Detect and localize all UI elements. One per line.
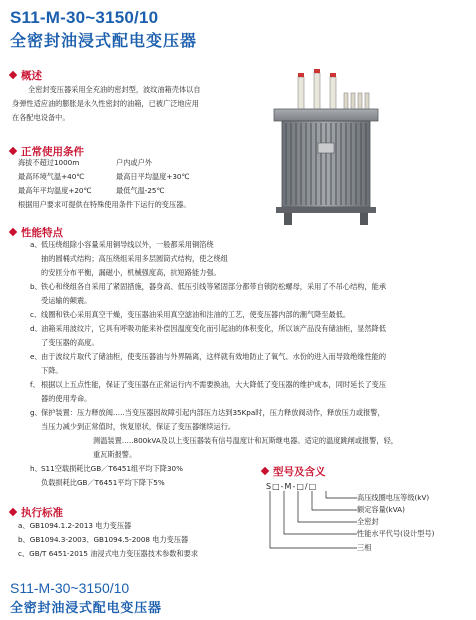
standard-item: c、GB/T 6451-2015 油浸式电力变压器技术参数和要求 <box>18 549 199 558</box>
model-diagram-lines <box>262 490 362 568</box>
list-item: f、 根据以上五点性能，保证了变压器在正常运行内不需要换油，大大降低了变压器的维护成本，同时延长了变压 器的使用寿命。 <box>30 380 387 403</box>
overview-heading: 概述 <box>10 68 42 83</box>
overview-text: 全密封变压器采用全充油的密封型，波纹油箱壳体以自 身弹性适应油的膨胀是永久性密封的油箱，已被广泛地应用 在各配电设备中。 <box>12 85 201 122</box>
model-code: S□-M-□/□ <box>266 482 318 491</box>
list-item: d、 油箱采用波纹片，它具有呼吸功能来补偿因温度变化而引起油的体积变化，所以该产品没有储油柜，显然降低 了变压器的高度。 <box>30 324 387 347</box>
condition-row: 最低气温-25℃ <box>116 186 165 195</box>
footer-subtitle: 全密封油浸式配电变压器 <box>10 601 162 616</box>
list-item: e、 由于波纹片取代了储油柜，使变压器油与外界隔离，这样就有效地防止了氧气、水份的进入而导致绝缘性能的 下降。 <box>30 352 387 375</box>
diamond-bullet-icon <box>9 71 17 79</box>
model-meaning: 额定容量(kVA) <box>357 505 405 514</box>
model-meaning: 三相 <box>357 543 372 552</box>
conditions-note: 根据用户要求可提供在特殊使用条件下运行的变压器。 <box>18 200 191 209</box>
page-subtitle: 全密封油浸式配电变压器 <box>10 31 198 50</box>
standard-item: a、GB1094.1.2-2013 电力变压器 <box>18 521 132 530</box>
diamond-bullet-icon <box>9 508 17 516</box>
standard-item: b、GB1094.3-2003、GB1094.5-2008 电力变压器 <box>18 535 189 544</box>
diamond-bullet-icon <box>9 228 17 236</box>
model-meaning: 性能水平代号(设计型号) <box>357 529 435 538</box>
list-item: c、 线圈和铁心采用真空干燥，变压器油采用真空滤油和注油的工艺，使变压器内部的潮气降至最低。 <box>30 310 351 319</box>
model-meaning: 全密封 <box>357 517 379 526</box>
standards-heading: 执行标准 <box>10 505 63 520</box>
list-item: h、 S11空载损耗比GB／T6451组平均下降30% 负载损耗比GB／T6451平均下降下5% <box>30 464 183 487</box>
condition-row: 海拔不超过1000m <box>18 158 80 167</box>
page-title: S11-M-30~3150/10 <box>10 8 159 27</box>
list-item: g、 保护装置：压力释放阀…..当变压器因故障引起内部压力达到35Kpa时，压力释放阀动作，释放压力或报警， 当压力减少到正常值时，恢复原状，保证了变压器继续运行。 测温装置…..800kVA及以上变压器装有信号温度计和瓦斯继电器。适定的温度跳闸或报警，轻， 重瓦斯报警。 <box>30 408 398 459</box>
model-meaning: 高压线圈电压等级(kV) <box>357 493 430 502</box>
condition-row: 最高环境气温+40℃ <box>18 172 85 181</box>
condition-row: 最高年平均温度+20℃ <box>18 186 92 195</box>
condition-row: 最高日平均温度+30℃ <box>116 172 190 181</box>
transformer-photo <box>258 63 390 229</box>
list-item: b、 铁心和绕组各自采用了紧固措施，器身高、低压引线等紧固部分都带自锁防松螺母，采用了不吊心结构，能承 受运输的颠震。 <box>30 282 387 305</box>
list-item: a、 低压绕组除小容量采用铜导线以外，一般都采用铜箔绕 抽的圆桶式结构；高压绕组采用多层圆筒式结构，使之绕组 的安匝分布平衡，漏磁小，机械强度高，抗短路能力强。 <box>30 240 228 277</box>
footer-title: S11-M-30~3150/10 <box>10 580 130 596</box>
features-heading: 性能特点 <box>10 225 63 240</box>
diamond-bullet-icon <box>261 467 269 475</box>
conditions-heading: 正常使用条件 <box>10 144 84 159</box>
model-heading: 型号及含义 <box>262 464 326 479</box>
features-list <box>30 238 450 490</box>
diamond-bullet-icon <box>9 147 17 155</box>
condition-row: 户内或户外 <box>116 158 152 167</box>
